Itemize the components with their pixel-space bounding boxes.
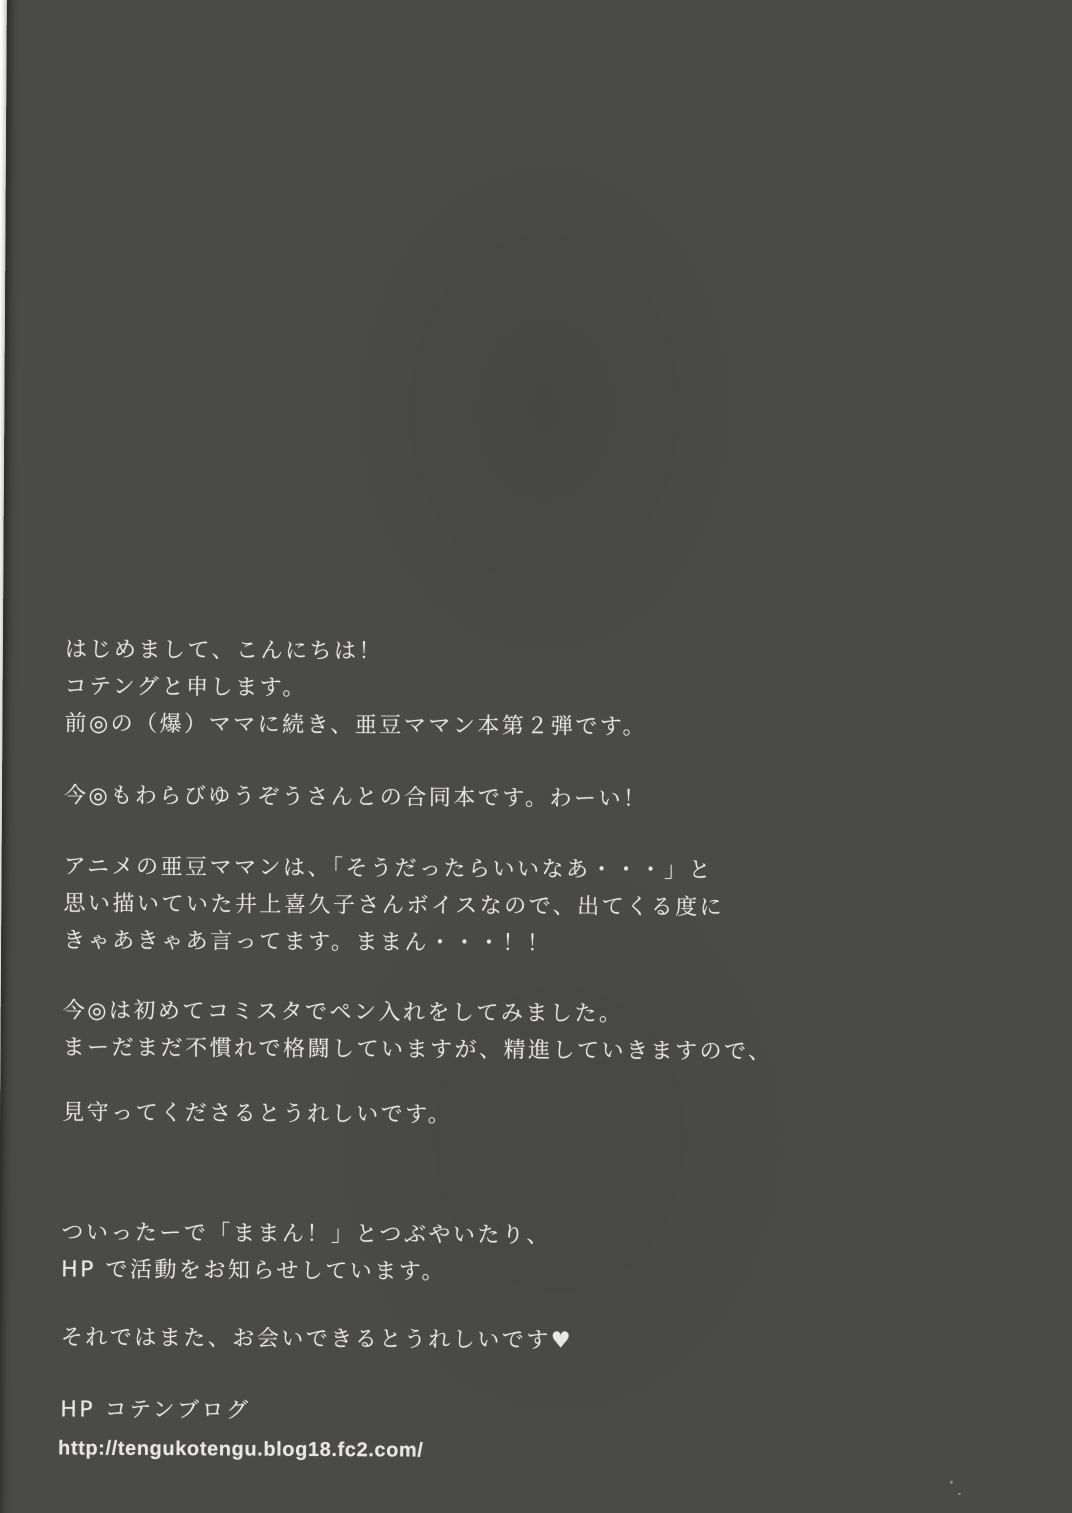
site-label: HP コテンブログ: [60, 1397, 251, 1424]
afterword-line: アニメの亜豆ママンは、「そうだったらいいなあ・・・」と: [63, 854, 714, 884]
afterword-line: HP で活動をお知らせしています。: [61, 1257, 447, 1285]
afterword-line: 思い描いていた井上喜久子さんボイスなので、出てくる度に: [63, 891, 725, 921]
paragraph-closing: [61, 1319, 1001, 1362]
paragraph-joint-book: [64, 777, 1004, 820]
scan-speck: [958, 1493, 961, 1495]
paragraph-comicstudio: [62, 992, 1002, 1072]
paragraph-watch-over: [62, 1094, 1002, 1137]
site-url: http://tengukotengu.blog18.fc2.com/: [58, 1437, 424, 1462]
paragraph-greeting: [64, 631, 1005, 748]
afterword-line: コテングと申します。: [64, 674, 307, 701]
afterword-line: 今◎もわらびゆうぞうさんとの合同本です。わーい！: [63, 783, 648, 812]
afterword-line: まーだまだ不慣れで格闘していますが、精進していきますので、: [62, 1035, 773, 1065]
afterword-line: 見守ってくださるとうれしいです。: [62, 1100, 453, 1128]
scan-speck: [950, 1481, 953, 1484]
paragraph-twitter: [61, 1214, 1001, 1294]
afterword-line: はじめまして、こんにちは！: [64, 637, 384, 665]
afterword-line: ついったーで「ままん！」とつぶやいたり、: [61, 1220, 552, 1249]
site-info: [60, 1391, 1000, 1473]
afterword-line: それではまた、お会いできるとうれしいです♥: [60, 1325, 574, 1354]
afterword-line: きゃあきゃあ言ってます。ままん・・・！！: [63, 928, 552, 957]
afterword-text: [60, 631, 1005, 1473]
afterword-line: 前◎の（爆）ママに続き、亜豆ママン本第２弾です。: [64, 711, 648, 740]
afterword-line: 今◎は初めてコミスタでペン入れをしてみました。: [62, 998, 624, 1027]
paragraph-anime-voice: [63, 848, 1004, 965]
